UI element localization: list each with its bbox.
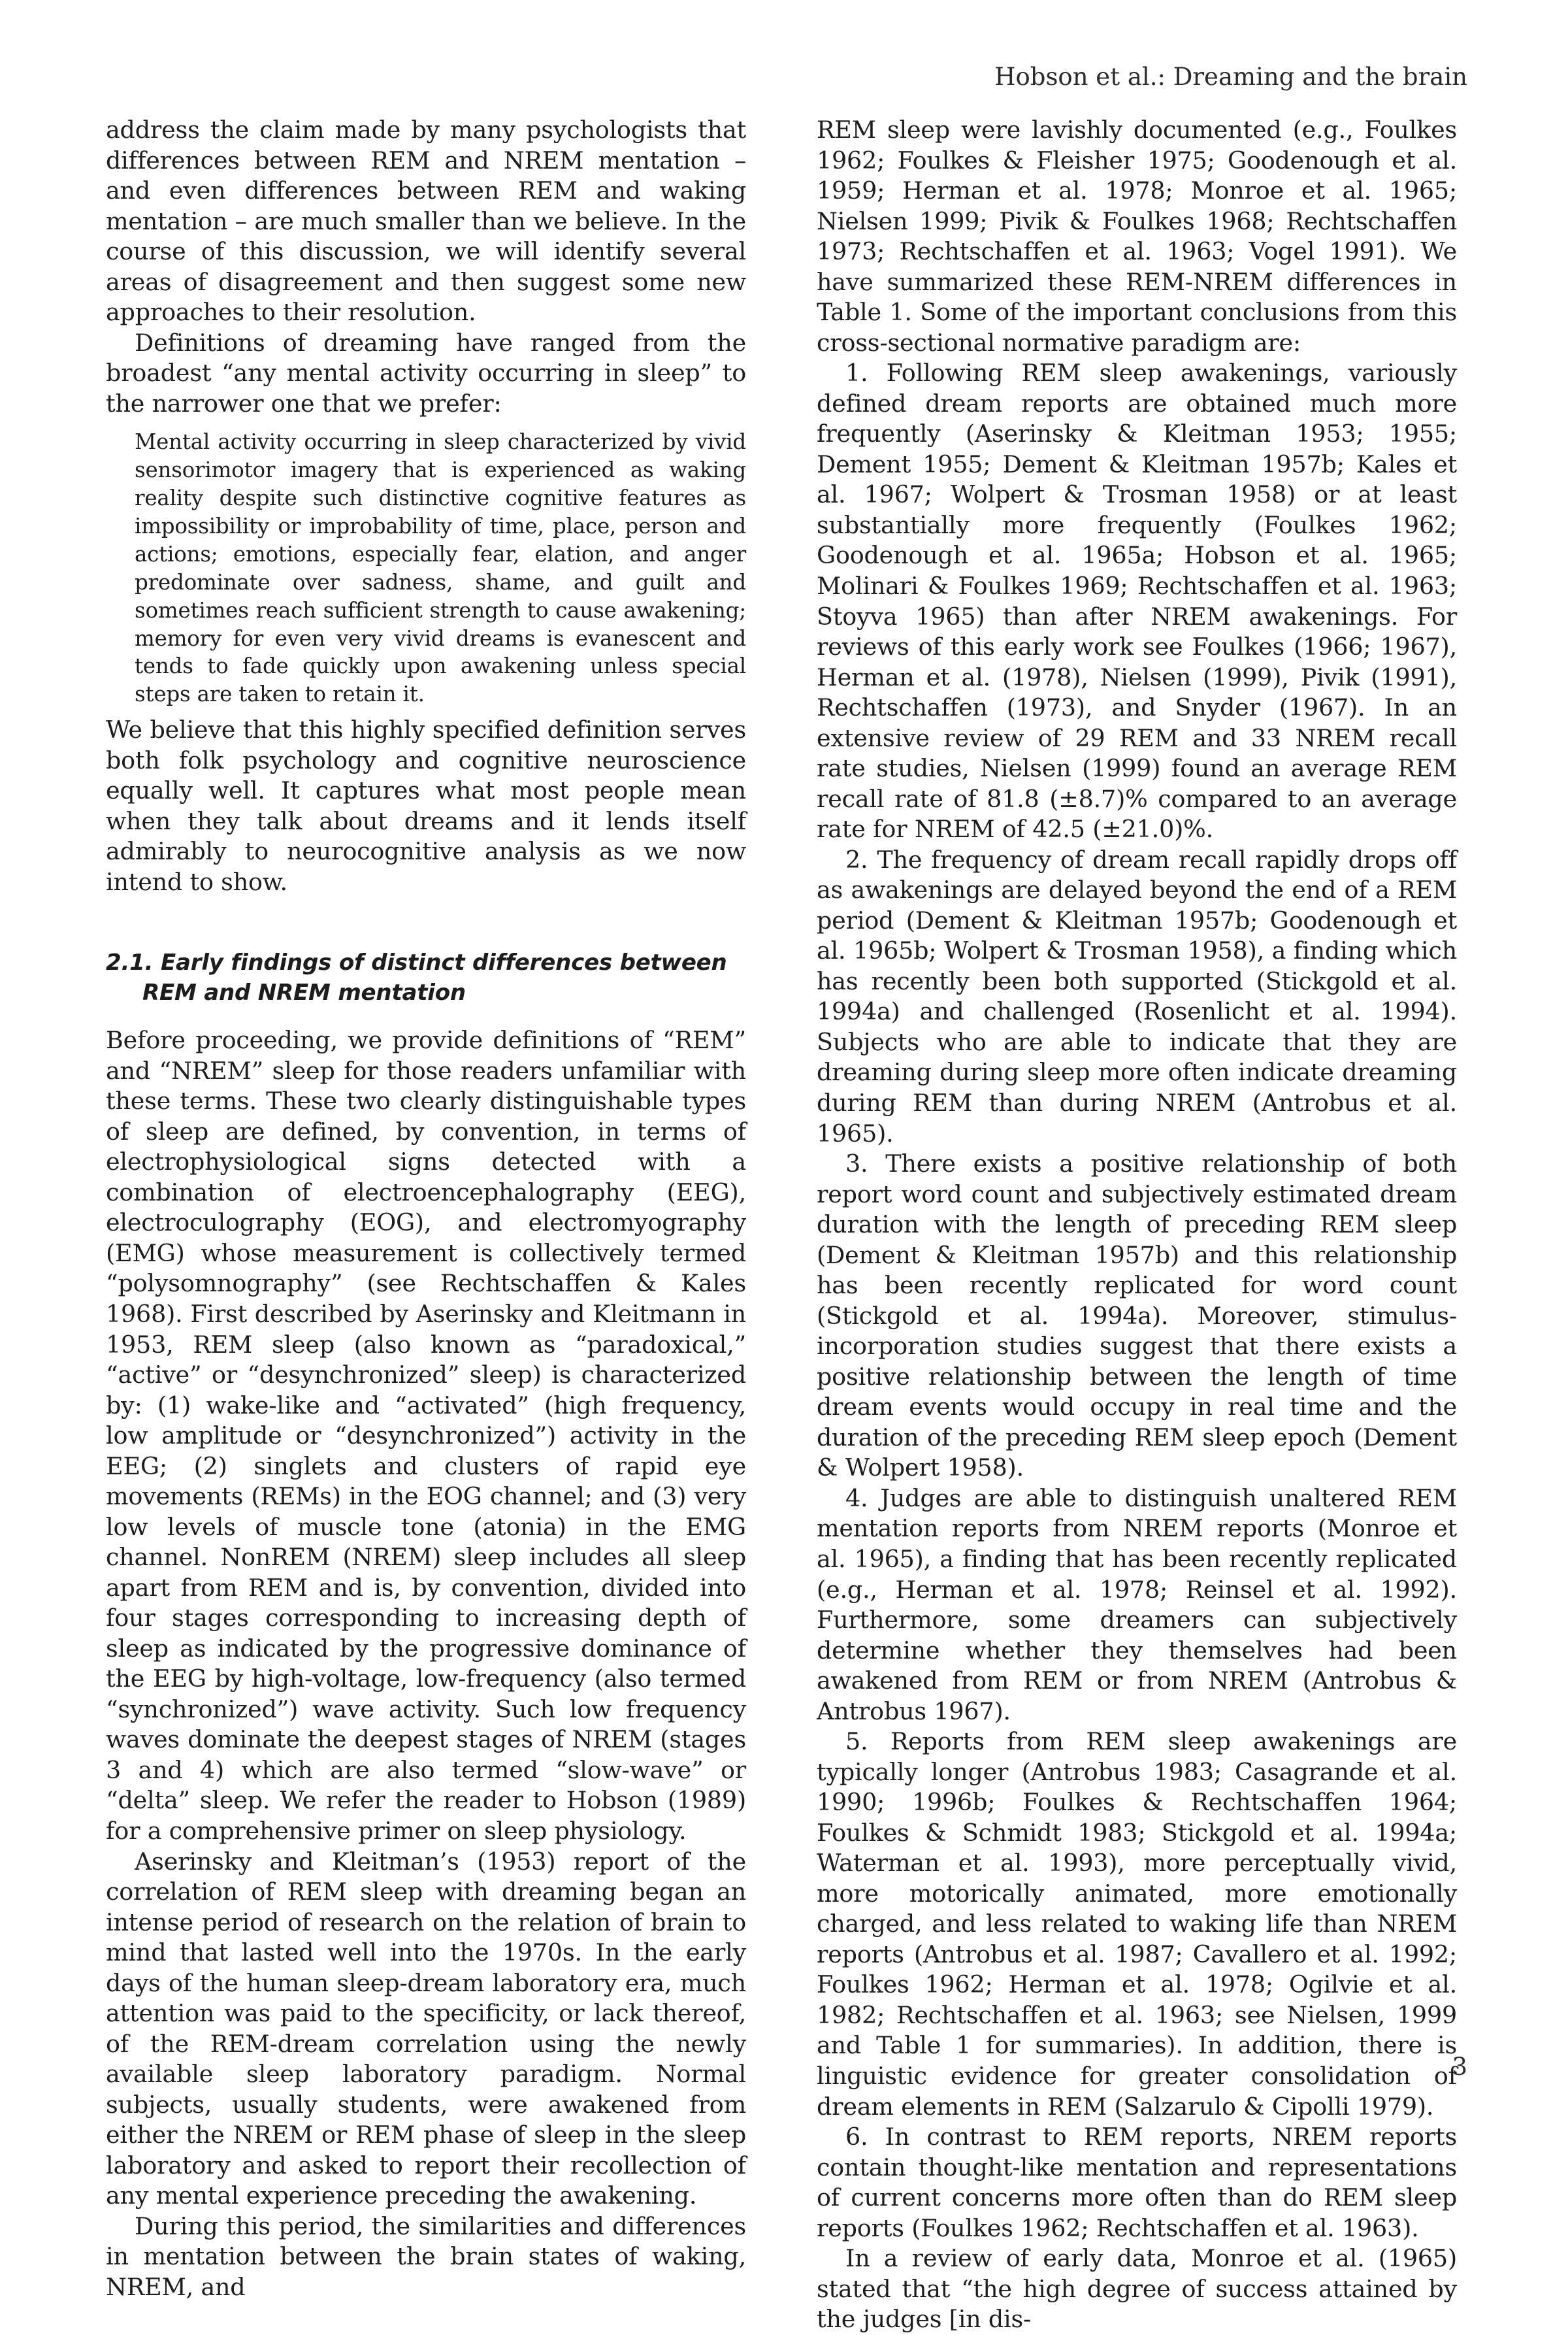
- page-number: 3: [1452, 2053, 1467, 2081]
- paragraph: Aserinsky and Kleitman’s (1953) report of the correlation of REM sleep with dreaming began an intense period of research on the relation of brain to mind that lasted well into the 1970s. In the early days of the human sleep-dream laboratory era, much attention was paid to the specificity, or lack thereof, of the REM-dream correlation using the newly available sleep laboratory paradigm. Normal subjects, usually students, were awakened from either the NREM or REM phase of sleep in the sleep laboratory and asked to report their recollection of any mental experience preceding the awakening.: [106, 1847, 746, 2210]
- paragraph: In a review of early data, Monroe et al. (1965) stated that “the high degree of success attained by the judges [in dis-: [817, 2244, 1457, 2334]
- paragraph: During this period, the similarities and differences in mentation between the brain states of waking, NREM, and: [106, 2211, 746, 2301]
- left-column: [106, 115, 746, 2303]
- paragraph: We believe that this highly specified definition serves both folk psychology and cognitive neuroscience equally well. It captures what most people mean when they talk about dreams and it lends itself admirably to neurocognitive analysis as we now intend to show.: [106, 716, 746, 896]
- definition-quote: Mental activity occurring in sleep characterized by vivid sensorimotor imagery that is experienced as waking reality despite such distinctive cognitive features as impossibility or improbability of time, place, person and actions; emotions, especially fear, elation, and anger predominate over sadness, shame, and guilt and sometimes reach sufficient strength to cause awakening; memory for even very vivid dreams is evanescent and tends to fade quickly upon awakening unless special steps are taken to retain it.: [135, 429, 746, 707]
- paragraph: REM sleep were lavishly documented (e.g., Foulkes 1962; Foulkes & Fleisher 1975; Goodenough et al. 1959; Herman et al. 1978; Monroe et al. 1965; Nielsen 1999; Pivik & Foulkes 1968; Rechtschaffen 1973; Rechtschaffen et al. 1963; Vogel 1991). We have summarized these REM-NREM differences in Table 1. Some of the important conclusions from this cross-sectional normative paradigm are:: [817, 116, 1457, 357]
- numbered-item: 2. The frequency of dream recall rapidly drops off as awakenings are delayed beyond the end of a REM period (Dement & Kleitman 1957b; Goodenough et al. 1965b; Wolpert & Trosman 1958), a finding which has recently been both supported (Stickgold et al. 1994a) and challenged (Rosenlicht et al. 1994). Subjects who are able to indicate that they are dreaming during sleep more often indicate dreaming during REM than during NREM (Antrobus et al. 1965).: [817, 845, 1457, 1148]
- numbered-item: 4. Judges are able to distinguish unaltered REM mentation reports from NREM reports (Monroe et al. 1965), a finding that has been recently replicated (e.g., Herman et al. 1978; Reinsel et al. 1992). Furthermore, some dreamers can subjectively determine whether they themselves had been awakened from REM or from NREM (Antrobus & Antrobus 1967).: [817, 1483, 1457, 1725]
- section-heading-line-1: 2.1. Early findings of distinct differences between: [106, 950, 727, 976]
- running-header: Hobson et al.: Dreaming and the brain: [994, 63, 1467, 91]
- section-heading-line-2: REM and NREM mentation: [142, 980, 466, 1006]
- paragraph: address the claim made by many psychologists that differences between REM and NREM mentation – and even differences between REM and waking mentation – are much smaller than we believe. In the course of this discussion, we will identify several areas of disagreement and then suggest some new approaches to their resolution.: [106, 116, 746, 327]
- section-heading: [106, 948, 746, 1008]
- numbered-item: 6. In contrast to REM reports, NREM reports contain thought-like mentation and representations of current concerns more often than do REM sleep reports (Foulkes 1962; Rechtschaffen et al. 1963).: [817, 2123, 1457, 2242]
- right-column: [817, 115, 1457, 2335]
- numbered-item: 3. There exists a positive relationship of both report word count and subjectively estimated dream duration with the length of preceding REM sleep (Dement & Kleitman 1957b) and this relationship has been recently replicated for word count (Stickgold et al. 1994a). Moreover, stimulus-incorporation studies suggest that there exists a positive relationship between the length of time dream events would occupy in real time and the duration of the preceding REM sleep epoch (Dement & Wolpert 1958).: [817, 1150, 1457, 1482]
- paragraph: Before proceeding, we provide definitions of “REM” and “NREM” sleep for those readers unfamiliar with these terms. These two clearly distinguishable types of sleep are defined, by convention, in terms of electrophysiological signs detected with a combination of electroencephalography (EEG), electroculography (EOG), and electromyography (EMG) whose measurement is collectively termed “polysomnography” (see Rechtschaffen & Kales 1968). First described by Aserinsky and Kleitmann in 1953, REM sleep (also known as “paradoxical,” “active” or “desynchronized” sleep) is characterized by: (1) wake-like and “activated” (high frequency, low amplitude or “desynchronized”) activity in the EEG; (2) singlets and clusters of rapid eye movements (REMs) in the EOG channel; and (3) very low levels of muscle tone (atonia) in the EMG channel. NonREM (NREM) sleep includes all sleep apart from REM and is, by convention, divided into four stages corresponding to increasing depth of sleep as indicated by the progressive dominance of the EEG by high-voltage, low-frequency (also termed “synchronized”) wave activity. Such low frequency waves dominate the deepest stages of NREM (stages 3 and 4) which are also termed “slow-wave” or “delta” sleep. We refer the reader to Hobson (1989) for a comprehensive primer on sleep physiology.: [106, 1026, 746, 1845]
- numbered-item: 5. Reports from REM sleep awakenings are typically longer (Antrobus 1983; Casagrande et al. 1990; 1996b; Foulkes & Rechtschaffen 1964; Foulkes & Schmidt 1983; Stickgold et al. 1994a; Waterman et al. 1993), more perceptually vivid, more motorically animated, more emotionally charged, and less related to waking life than NREM reports (Antrobus et al. 1987; Cavallero et al. 1992; Foulkes 1962; Herman et al. 1978; Ogilvie et al. 1982; Rechtschaffen et al. 1963; see Nielsen, 1999 and Table 1 for summaries). In addition, there is linguistic evidence for greater consolidation of dream elements in REM (Salzarulo & Cipolli 1979).: [817, 1727, 1457, 2121]
- numbered-item: 1. Following REM sleep awakenings, variously defined dream reports are obtained much more frequently (Aserinsky & Kleitman 1953; 1955; Dement 1955; Dement & Kleitman 1957b; Kales et al. 1967; Wolpert & Trosman 1958) or at least substantially more frequently (Foulkes 1962; Goodenough et al. 1965a; Hobson et al. 1965; Molinari & Foulkes 1969; Rechtschaffen et al. 1963; Stoyva 1965) than after NREM awakenings. For reviews of this early work see Foulkes (1966; 1967), Herman et al. (1978), Nielsen (1999), Pivik (1991), Rechtschaffen (1973), and Snyder (1967). In an extensive review of 29 REM and 33 NREM recall rate studies, Nielsen (1999) found an average REM recall rate of 81.8 (±8.7)% compared to an average rate for NREM of 42.5 (±21.0)%.: [817, 359, 1457, 844]
- paragraph: Definitions of dreaming have ranged from the broadest “any mental activity occurring in sleep” to the narrower one that we prefer:: [106, 328, 746, 418]
